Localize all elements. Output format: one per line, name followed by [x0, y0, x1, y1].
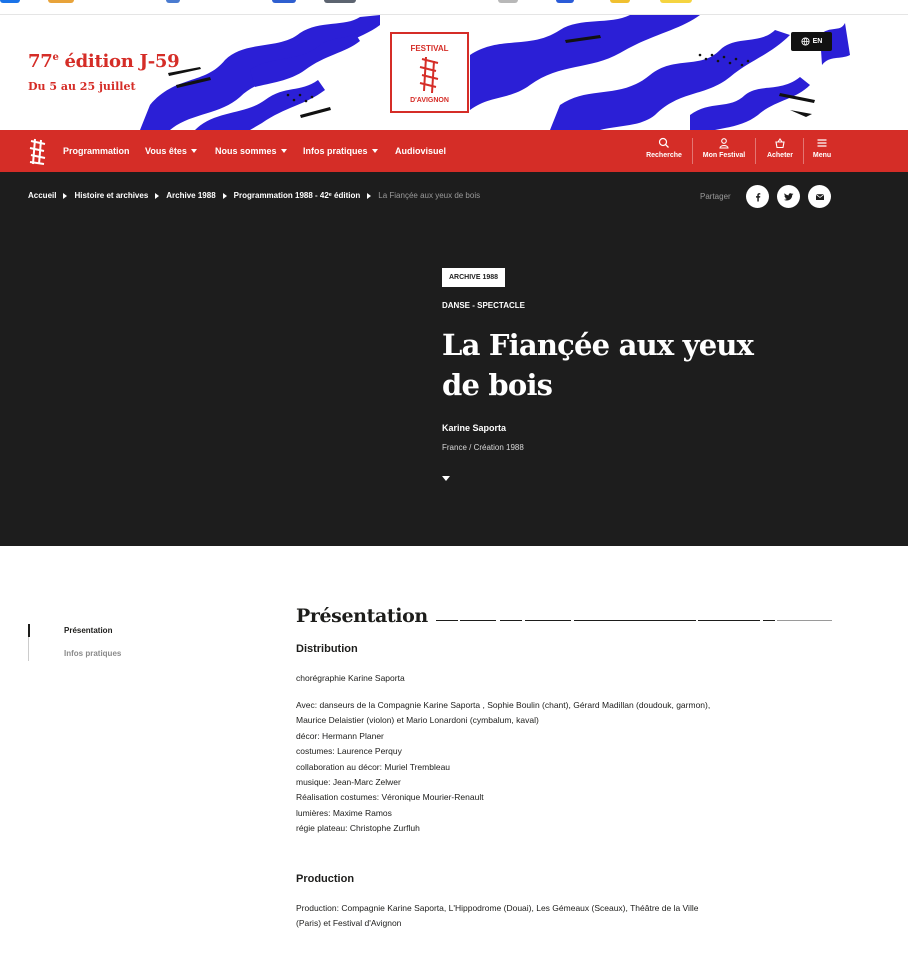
menu-button[interactable]: Menu — [810, 137, 834, 167]
production-line: Production: Compagnie Karine Saporta, L'Hippodrome (Douai), Les Gémeaux (Sceaux), Théâtre de la Ville — [296, 903, 699, 913]
show-artist[interactable]: Karine Saporta — [442, 423, 507, 433]
mon-festival-button[interactable]: Mon Festival — [699, 137, 749, 167]
user-icon — [718, 137, 730, 149]
twitter-icon — [784, 192, 794, 202]
mail-icon — [815, 192, 825, 202]
cast-line: costumes: Laurence Perquy — [296, 746, 402, 757]
share-twitter-button[interactable] — [777, 185, 800, 208]
nav-nous-sommes[interactable]: Nous sommes — [215, 146, 287, 156]
sidenav-active-marker — [28, 624, 30, 637]
title-divider — [436, 620, 832, 621]
chevron-right-icon — [155, 193, 159, 199]
caret-down-icon — [281, 149, 287, 153]
nav-infos-pratiques[interactable]: Infos pratiques — [303, 146, 378, 156]
production-line: (Paris) et Festival d'Avignon — [296, 918, 402, 929]
festival-home-logo-icon[interactable] — [28, 137, 48, 165]
distribution-heading: Distribution — [296, 643, 358, 655]
nav-vous-etes[interactable]: Vous êtes — [145, 146, 197, 156]
nav-programmation[interactable]: Programmation — [63, 146, 130, 156]
chevron-right-icon — [367, 193, 371, 199]
language-switch-button[interactable]: EN — [791, 32, 832, 51]
festival-dates: Du 5 au 25 juillet — [28, 80, 136, 93]
breadcrumb-archive-1988[interactable]: Archive 1988 — [166, 191, 216, 200]
cast-line: Maurice Delaistier (violon) et Mario Lonardoni (cymbalum, kaval) — [296, 715, 539, 726]
production-text — [296, 901, 776, 932]
cast-line: collaboration au décor: Muriel Trembleau — [296, 761, 451, 772]
nav-audiovisuel[interactable]: Audiovisuel — [395, 146, 447, 156]
share-label: Partager — [700, 192, 731, 201]
breadcrumb — [28, 191, 480, 200]
caret-down-icon — [372, 149, 378, 153]
share-facebook-button[interactable] — [746, 185, 769, 208]
share-mail-button[interactable] — [808, 185, 831, 208]
show-title: La Fiançée aux yeux de bois — [442, 328, 754, 402]
expand-caret-icon[interactable] — [442, 476, 450, 481]
show-hero — [0, 172, 908, 546]
breadcrumb-histoire[interactable]: Histoire et archives — [74, 191, 149, 200]
presentation-title: Présentation — [296, 605, 428, 627]
search-button[interactable]: Recherche — [642, 137, 686, 167]
cast-line: Réalisation costumes: Véronique Mourier-Renault — [296, 792, 484, 803]
hamburger-icon — [816, 137, 828, 149]
festival-logo[interactable]: FESTIVAL D'AVIGNON — [390, 32, 469, 113]
choreography-text: chorégraphie Karine Saporta — [296, 673, 405, 683]
production-heading: Production — [296, 873, 355, 885]
main-navigation — [0, 130, 908, 172]
cast-line: régie plateau: Christophe Zurfluh — [296, 823, 420, 834]
breadcrumb-accueil[interactable]: Accueil — [28, 191, 57, 200]
show-genre: DANSE - SPECTACLE — [442, 301, 525, 310]
festival-banner — [0, 15, 908, 130]
search-icon — [658, 137, 670, 149]
cast-line: décor: Hermann Planer — [296, 730, 384, 741]
sidenav-item-infos-pratiques[interactable]: Infos pratiques — [64, 649, 122, 658]
cast-line: lumières: Maxime Ramos — [296, 807, 392, 818]
browser-bookmarks-strip — [0, 0, 908, 15]
cast-line: Avec: danseurs de la Compagnie Karine Saporta , Sophie Boulin (chant), Gérard Madillan (doudouk, garmon), — [296, 700, 711, 710]
caret-down-icon — [191, 149, 197, 153]
chevron-right-icon — [223, 193, 227, 199]
cast-line: musique: Jean-Marc Zelwer — [296, 777, 401, 788]
breadcrumb-current: La Fiançée aux yeux de bois — [378, 191, 481, 200]
keys-logo-icon — [416, 55, 444, 95]
chevron-right-icon — [63, 193, 67, 199]
archive-tag[interactable]: ARCHIVE 1988 — [442, 268, 505, 287]
basket-icon — [774, 137, 786, 149]
show-origin: France / Création 1988 — [442, 443, 524, 452]
sidenav-item-presentation[interactable]: Présentation — [64, 626, 113, 635]
edition-label: 77e édition J-59 — [28, 51, 180, 72]
cast-list — [296, 698, 776, 837]
acheter-button[interactable]: Acheter — [762, 137, 798, 167]
globe-icon — [801, 37, 810, 46]
breadcrumb-programmation-1988[interactable]: Programmation 1988 - 42ᵉ édition — [233, 191, 361, 200]
facebook-icon — [753, 192, 763, 202]
